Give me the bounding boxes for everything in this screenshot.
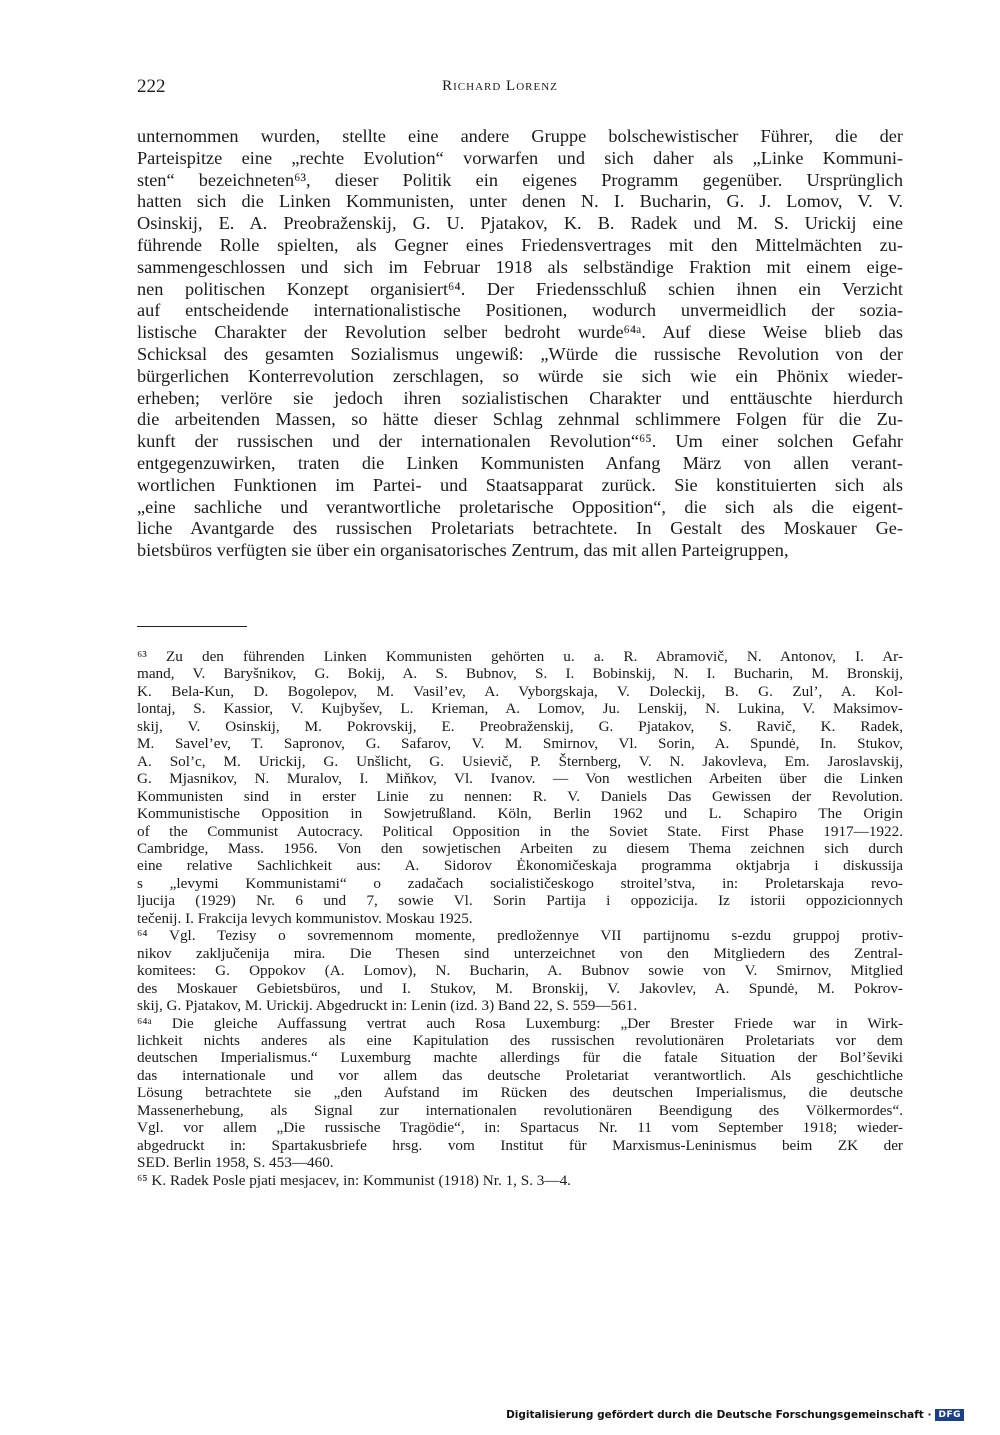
body-line: wortlichen Funktionen im Partei- und Staatsapparat zurück. Sie konstituierten sich als xyxy=(137,474,903,495)
footnote-line: ⁶⁴ Vgl. Tezisy o sovremennom momente, predložennye VII partijnomu s-ezdu gruppoj protiv- xyxy=(137,927,903,945)
footnote-line: ⁶³ Zu den führenden Linken Kommunisten gehörten u. a. R. Abramovič, N. Antonov, I. Ar- xyxy=(137,648,903,665)
body-line: Parteispitze eine „rechte Evolution“ vorwarfen und sich daher als „Linke Kommuni- xyxy=(137,147,903,168)
footnote-line: tečenij. I. Frakcija levych kommunistov. Moskau 1925. xyxy=(137,909,473,927)
body-line: nen politischen Konzept organisiert⁶⁴. Der Friedensschluß schien ihnen ein Verzicht xyxy=(137,278,903,299)
footnote-line: skij, G. Pjatakov, M. Urickij. Abgedruckt in: Lenin (izd. 3) Band 22, S. 559—561. xyxy=(137,997,638,1015)
footnote-line: ⁶⁴ᵃ Die gleiche Auffassung vertrat auch Rosa Luxemburg: „Der Brester Friede war in Wirk- xyxy=(137,1014,903,1032)
footnote-line: lontaj, S. Kassior, V. Kujbyšev, L. Krieman, A. Lomov, Ju. Lenskij, N. Lukina, V. Maksimov- xyxy=(137,700,903,718)
footnote-line: M. Savel’ev, T. Sapronov, G. Safarov, V. M. Smirnov, Vl. Sorin, A. Spundė, In. Stukov, xyxy=(137,735,903,753)
footnote-line: Cambridge, Mass. 1956. Von den sowjetischen Arbeiten zu diesem Thema zeichnen sich durch xyxy=(137,839,903,857)
body-line: führende Rolle spielten, als Gegner eines Friedensvertrages mit den Mittelmächten zu- xyxy=(137,234,903,255)
body-line: listische Charakter der Revolution selber bedroht wurde⁶⁴ᵃ. Auf diese Weise blieb das xyxy=(137,322,903,343)
running-head: Richard Lorenz xyxy=(442,78,558,94)
body-line: sten“ bezeichneten⁶³, dieser Politik ein eigenes Programm gegenüber. Ursprünglich xyxy=(137,169,903,190)
body-line: liche Avantgarde des russischen Proletariats betrachtete. In Gestalt des Moskauer Ge- xyxy=(137,518,903,539)
footnote-line: das internationale und vor allem das deutsche Proletariat verantwortlich. Als geschichtliche xyxy=(137,1066,903,1084)
body-line: bürgerlichen Konterrevolution zerschlagen, so würde sie sich wie ein Phönix wieder- xyxy=(137,365,903,386)
body-line: die arbeitenden Massen, so hätte dieser Schlag zehnmal schlimmere Folgen für die Zu- xyxy=(137,409,903,430)
footnote-line: eine relative Sachlichkeit aus: A. Sidorov Ėkonomičeskaja programma oktjabrja i diskussija xyxy=(137,857,903,875)
body-text xyxy=(137,126,903,562)
footnote-line: nikov zaključenija mira. Die Thesen sind unterzeichnet von den Mitgliedern des Zentral- xyxy=(137,944,903,962)
body-line: sammengeschlossen und sich im Februar 1918 als selbständige Fraktion mit einem eige- xyxy=(137,256,903,277)
body-line: kunft der russischen und der internationalen Revolution“⁶⁵. Um einer solchen Gefahr xyxy=(137,431,903,452)
footnote-line: skij, V. Osinskij, M. Pokrovskij, E. Preobraženskij, G. Pjatakov, S. Ravič, K. Radek, xyxy=(137,717,903,735)
footnote-line: of the Communist Autocracy. Political Opposition in the Soviet State. First Phase 1917—1922. xyxy=(137,822,903,840)
digitization-note: Digitalisierung gefördert durch die Deutsche Forschungsgemeinschaft · xyxy=(506,1409,932,1421)
footnote-line: Kommunistische Opposition in Sowjetrußland. Köln, Berlin 1962 und L. Schapiro The Origin xyxy=(137,805,903,823)
digitization-footer xyxy=(506,1409,964,1421)
body-line: Schicksal des gesamten Sozialismus ungewiß: „Würde die russische Revolution von der xyxy=(137,343,903,364)
footnote-line: komitees: G. Oppokov (A. Lomov), N. Bucharin, A. Bubnov sowie von V. Smirnov, Mitglied xyxy=(137,962,903,980)
body-line: „eine sachliche und verantwortliche proletarische Opposition“, die sich als die eigent- xyxy=(137,496,903,517)
body-line: bietsbüros verfügten sie über ein organisatorisches Zentrum, das mit allen Parteigruppen, xyxy=(137,540,789,561)
footnote-line: deutschen Imperialismus.“ Luxemburg machte allerdings für die fatale Situation der Bol’ševiki xyxy=(137,1049,903,1067)
footnote-line: mand, V. Baryšnikov, G. Bokij, A. S. Bubnov, S. I. Bobinskij, N. I. Bucharin, M. Bronskij, xyxy=(137,665,903,683)
footnote-line: Lösung betrachtete sie „den Aufstand im Rücken des deutschen Imperialismus, die deutsche xyxy=(137,1084,903,1102)
body-line: Osinskij, E. A. Preobraženskij, G. U. Pjatakov, K. B. Radek und M. S. Urickij eine xyxy=(137,213,903,234)
footnote-line: lichkeit nichts anderes als eine Kapitulation des russischen revolutionären Proletariats vor dem xyxy=(137,1031,903,1049)
footnote-line: Kommunisten sind in erster Linie zu nennen: R. V. Daniels Das Gewissen der Revolution. xyxy=(137,787,903,805)
body-line: unternommen wurden, stellte eine andere Gruppe bolschewistischer Führer, die der xyxy=(137,126,903,146)
footnote-line: G. Mjasnikov, N. Muralov, I. Miňkov, Vl. Ivanov. — Von westlichen Arbeiten über die Linken xyxy=(137,770,903,788)
footnote-line: ⁶⁵ K. Radek Posle pjati mesjacev, in: Kommunist (1918) Nr. 1, S. 3—4. xyxy=(137,1171,571,1189)
footnote-line: A. Sol’c, M. Urickij, G. Unšlicht, G. Usievič, P. Šternberg, V. N. Jakovleva, Em. Jaroslavskij, xyxy=(137,752,903,770)
body-line: auf entscheidende internationalistische Positionen, wodurch unvermeidlich der sozia- xyxy=(137,300,903,321)
footnote-line: Vgl. vor allem „Die russische Tragödie“, in: Spartacus Nr. 11 vom September 1918; wieder- xyxy=(137,1119,903,1137)
footnote-line: abgedruckt in: Spartakusbriefe hrsg. vom Institut für Marxismus-Leninismus beim ZK der xyxy=(137,1136,903,1154)
footnote-divider xyxy=(137,626,247,627)
footnote-line: Massenerhebung, als Signal zur internationalen revolutionären Beendigung des Völkermordes“. xyxy=(137,1101,903,1119)
footnote-line: ljucija (1929) Nr. 6 und 7, sowie Vl. Sorin Partija i oppozicija. Iz istorii oppozicionnych xyxy=(137,892,903,910)
footnote-line: K. Bela-Kun, D. Bogolepov, M. Vasil’ev, A. Vyborgskaja, V. Doleckij, B. G. Zul’, A. Kol- xyxy=(137,682,903,700)
page-number: 222 xyxy=(137,76,166,97)
footnote-line: SED. Berlin 1958, S. 453—460. xyxy=(137,1154,334,1172)
footnote-line: s „levymi Kommunistami“ o zadačach socialističeskogo stroitel’stva, in: Proletarskaja revo- xyxy=(137,874,903,892)
body-line: entgegenzuwirken, traten die Linken Kommunisten Anfang März von allen verant- xyxy=(137,452,903,473)
footnotes xyxy=(137,648,903,1189)
body-line: erheben; verlöre sie jedoch ihren sozialistischen Charakter und enttäuschte hierdurch xyxy=(137,387,903,408)
dfg-logo: DFG xyxy=(935,1409,964,1421)
body-line: hatten sich die Linken Kommunisten, unter denen N. I. Bucharin, G. J. Lomov, V. V. xyxy=(137,191,903,212)
footnote-line: des Moskauer Gebietsbüros, und I. Stukov, M. Bronskij, V. Jakovlev, A. Spundė, M. Pokrov- xyxy=(137,979,903,997)
